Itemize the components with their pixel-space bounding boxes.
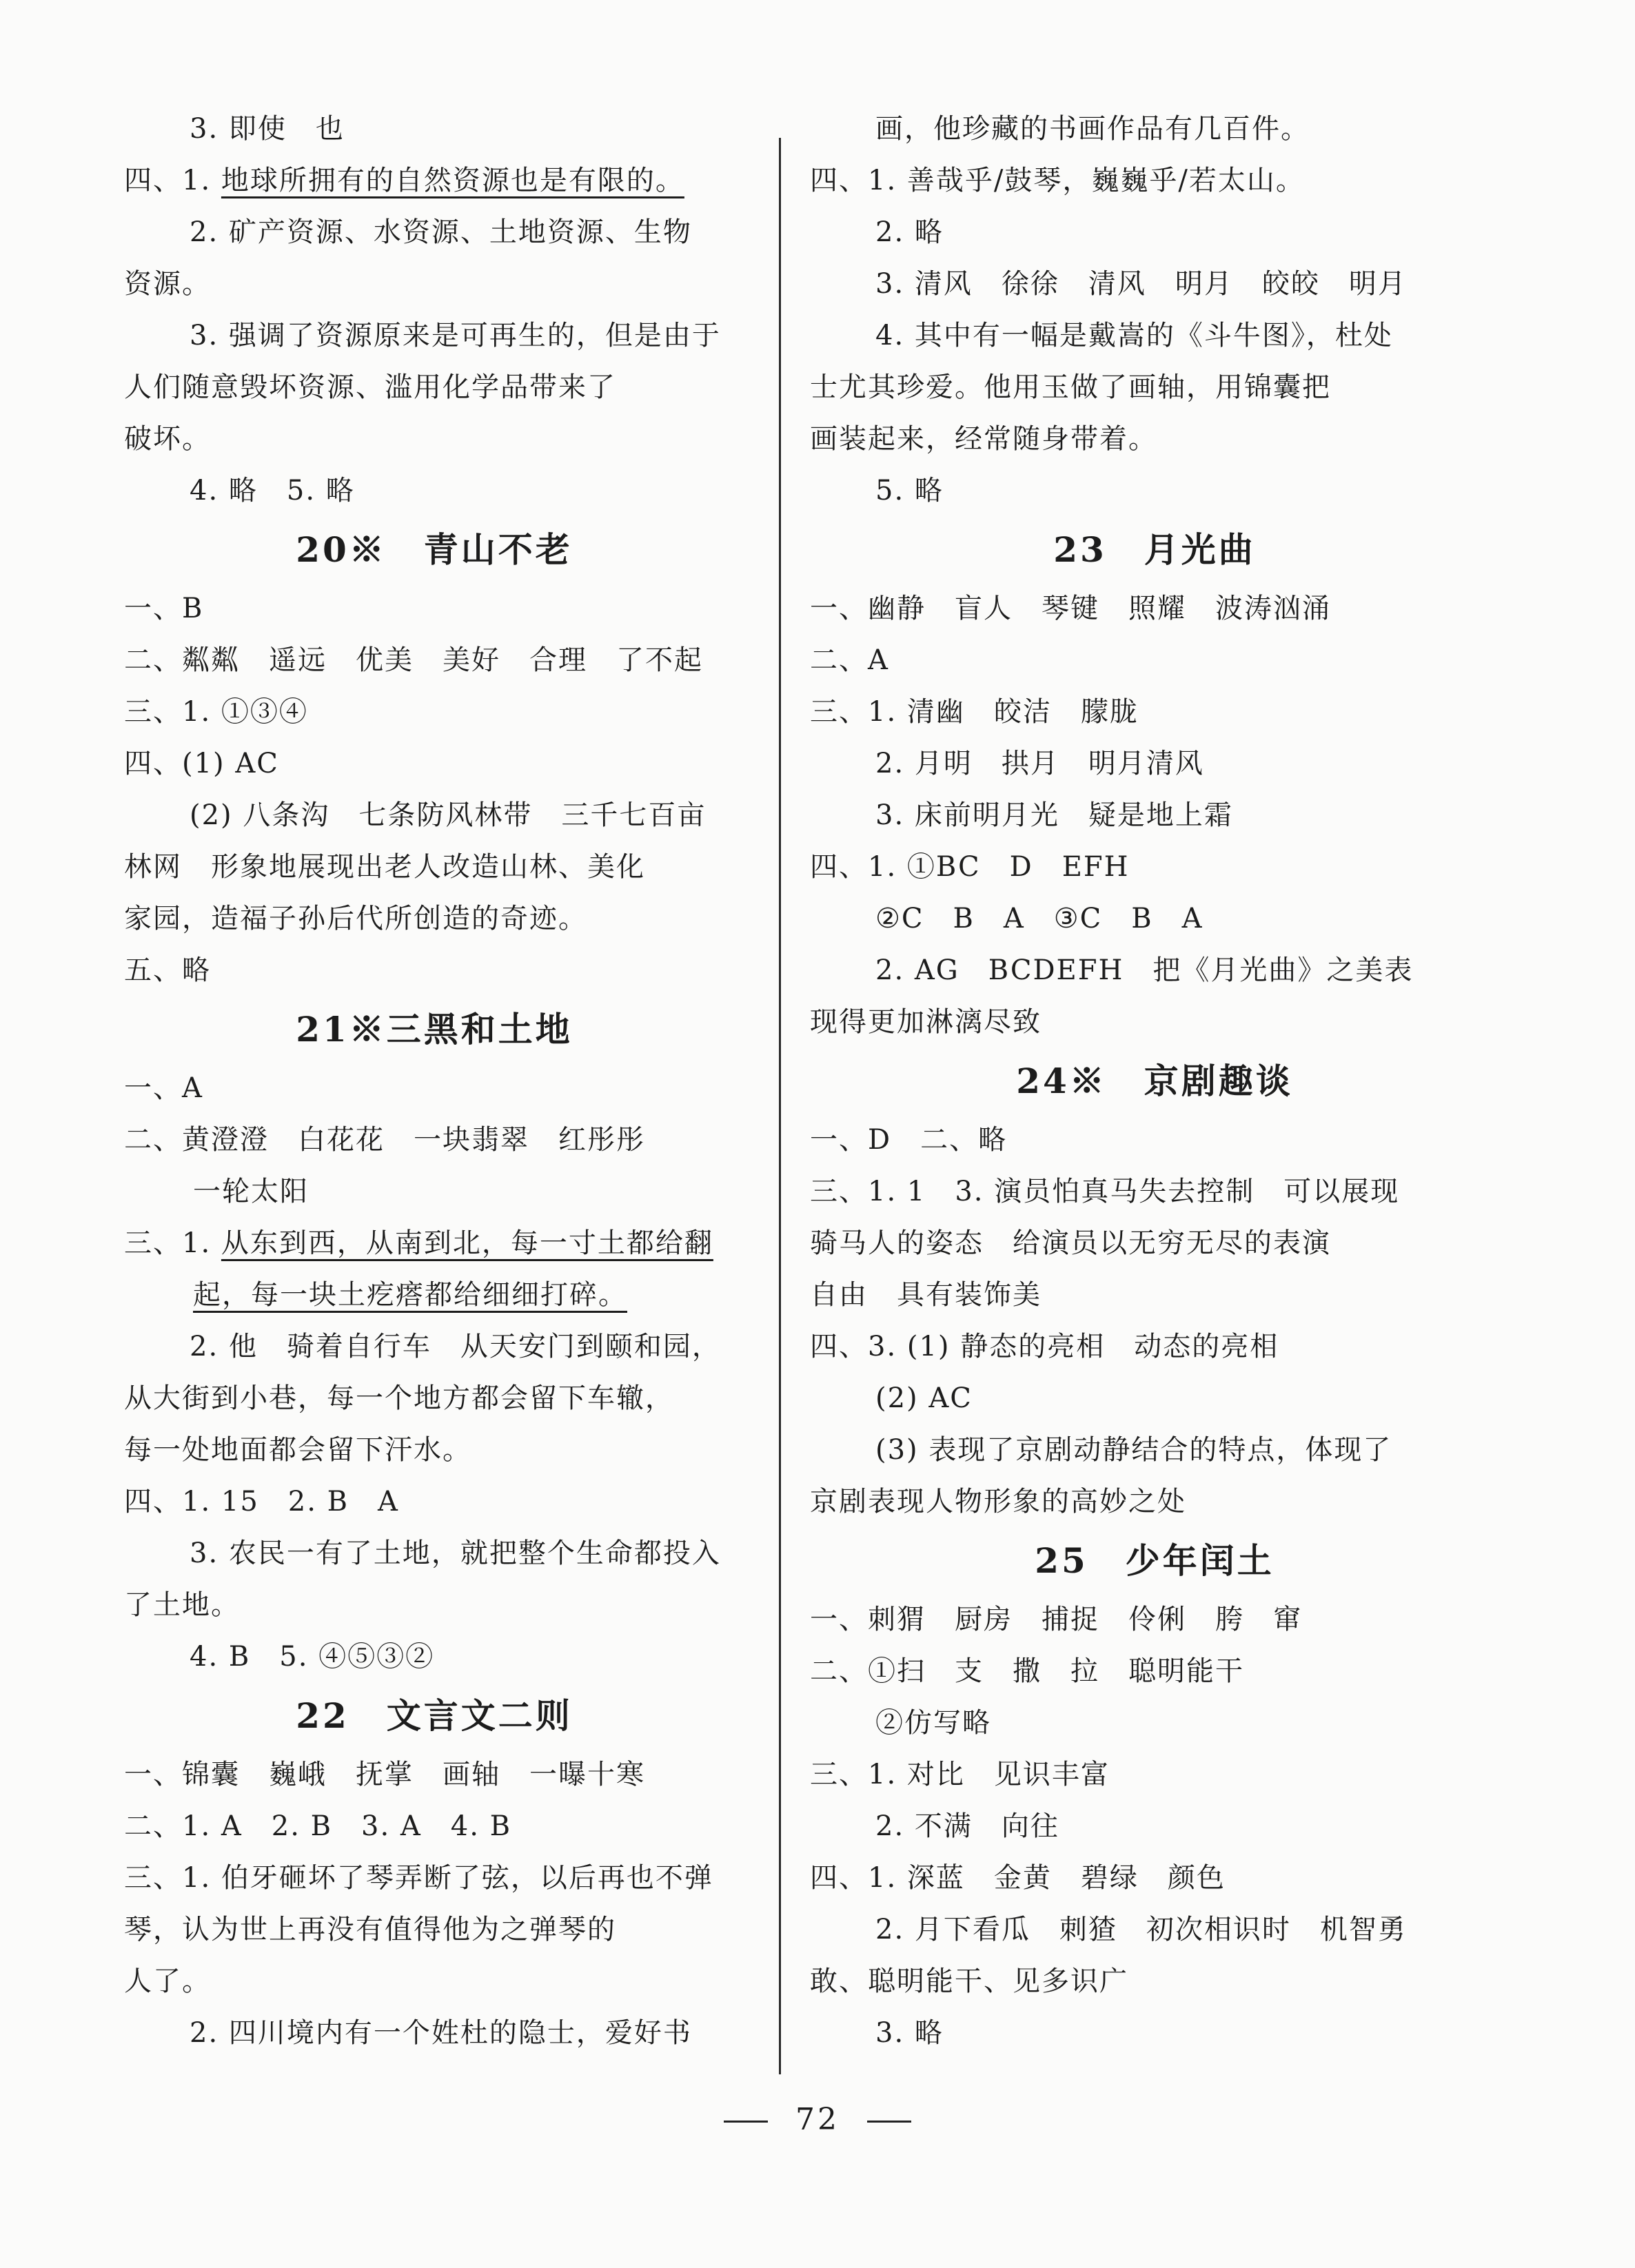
answer-text: 画，他珍藏的书画作品有几百件。	[875, 113, 1310, 145]
answer-line	[124, 2008, 744, 2059]
answer-text: 一轮太阳	[193, 1176, 309, 1207]
answer-line	[124, 1749, 744, 1801]
answer-text: 4. 其中有一幅是戴嵩的《斗牛图》，杜处	[875, 320, 1393, 351]
answer-text: 二、粼粼 遥远 优美 美好 合理 了不起	[124, 644, 703, 676]
answer-line	[810, 465, 1499, 517]
answer-line	[810, 258, 1499, 310]
answer-line	[124, 1424, 744, 1476]
answer-line	[124, 1476, 744, 1528]
answer-line	[810, 841, 1499, 893]
section-heading	[124, 997, 744, 1063]
section-heading	[810, 517, 1499, 583]
answer-line	[124, 686, 744, 738]
answer-text: 二、①扫 支 撒 拉 聪明能干	[810, 1655, 1244, 1687]
answer-text: 三、1. ①③④	[124, 696, 308, 728]
answer-line	[810, 790, 1499, 841]
answer-text: 4. 略 5. 略	[190, 475, 355, 507]
answer-text: 3. 农民一有了土地，就把整个生命都投入	[190, 1537, 721, 1569]
answer-line	[124, 738, 744, 790]
answer-text: 2. 月明 拱月 明月清风	[875, 748, 1204, 779]
answer-line	[810, 738, 1499, 790]
answer-line	[124, 841, 744, 893]
section-heading	[810, 1528, 1499, 1594]
answer-line	[124, 1631, 744, 1683]
answer-line	[124, 1528, 744, 1580]
answer-text: 林网 形象地展现出老人改造山林、美化	[124, 851, 645, 883]
answer-text: 破坏。	[124, 423, 211, 455]
answer-text: 京剧表现人物形象的高妙之处	[810, 1486, 1186, 1518]
answer-line	[124, 1956, 744, 2008]
answer-text: 2. 月下看瓜 刺猹 初次相识时 机智勇	[875, 1914, 1407, 1945]
answer-prefix: 三、1.	[124, 1227, 221, 1259]
answer-text: 自由 具有装饰美	[810, 1279, 1042, 1311]
answer-text: 一、刺猬 厨房 捕捉 伶俐 胯 窜	[810, 1604, 1302, 1635]
answer-line	[124, 1218, 744, 1269]
answer-line	[810, 1321, 1499, 1373]
answer-text: 资源。	[124, 268, 211, 300]
answer-line	[124, 893, 744, 945]
dash-right	[867, 2121, 911, 2123]
answer-text: 三、1. 伯牙砸坏了琴弄断了弦，以后再也不弹	[124, 1862, 713, 1894]
answer-text: 一、B	[124, 593, 204, 624]
answer-text: 四、1. ①BC D EFH	[810, 851, 1130, 883]
answer-line	[810, 1646, 1499, 1697]
answer-text: 从大街到小巷，每一个地方都会留下车辙，	[124, 1382, 674, 1414]
dash-left	[724, 2121, 768, 2123]
answer-text: 四、1. 深蓝 金黄 碧绿 颜色	[810, 1862, 1226, 1894]
answer-line	[810, 103, 1499, 155]
answer-text: 骑马人的姿态 给演员以无穷无尽的表演	[810, 1227, 1331, 1259]
answer-line	[810, 1801, 1499, 1852]
answer-text: 三、1. 1 3. 演员怕真马失去控制 可以展现	[810, 1176, 1400, 1207]
answer-text: 五、略	[124, 954, 211, 986]
answer-line	[810, 1697, 1499, 1749]
answer-line	[124, 465, 744, 517]
answer-line	[810, 686, 1499, 738]
answer-text: 家园，造福子孙后代所创造的奇迹。	[124, 903, 587, 934]
answer-text: 了土地。	[124, 1589, 240, 1621]
answer-text: 从东到西，从南到北，每一寸土都给翻	[221, 1227, 713, 1259]
answer-line	[810, 1476, 1499, 1528]
answer-text: 现得更加淋漓尽致	[810, 1006, 1042, 1038]
answer-text: 2. AG BCDEFH 把《月光曲》之美表	[875, 954, 1414, 986]
answer-line	[124, 1580, 744, 1631]
answer-text: 2. 他 骑着自行车 从天安门到颐和园，	[190, 1331, 721, 1362]
answer-line	[810, 1269, 1499, 1321]
answer-line	[124, 1373, 744, 1424]
answer-line	[810, 997, 1499, 1048]
section-title: 21※三黑和土地	[296, 1009, 573, 1050]
answer-line	[124, 155, 744, 207]
section-heading	[124, 1683, 744, 1749]
answer-text: (2) AC	[875, 1382, 973, 1414]
answer-line	[810, 1373, 1499, 1424]
answer-text: 二、黄澄澄 白花花 一块翡翠 红彤彤	[124, 1124, 645, 1156]
answer-text: 三、1. 对比 见识丰富	[810, 1759, 1110, 1790]
answer-line	[810, 2008, 1499, 2059]
answer-text: 3. 略	[875, 2017, 944, 2049]
section-title: 20※ 青山不老	[296, 529, 573, 570]
answer-line	[124, 413, 744, 465]
answer-line	[810, 1218, 1499, 1269]
answer-line	[810, 1749, 1499, 1801]
answer-line	[124, 1801, 744, 1852]
answer-line	[124, 635, 744, 686]
section-heading	[810, 1048, 1499, 1114]
section-title: 22 文言文二则	[296, 1695, 573, 1736]
answer-text: ②C B A ③C B A	[875, 903, 1204, 934]
answer-line	[124, 310, 744, 362]
answer-line	[810, 413, 1499, 465]
answer-line	[124, 103, 744, 155]
answer-line	[124, 1114, 744, 1166]
answer-text: 2. 四川境内有一个姓杜的隐士，爱好书	[190, 2017, 692, 2049]
answer-line	[810, 1904, 1499, 1956]
answer-line	[124, 1063, 744, 1114]
answer-text: (3) 表现了京剧动静结合的特点，体现了	[875, 1434, 1392, 1466]
answer-text: 3. 床前明月光 疑是地上霜	[875, 799, 1233, 831]
answer-line	[810, 1594, 1499, 1646]
answer-line	[124, 583, 744, 635]
answer-line	[810, 362, 1499, 413]
answer-text: 二、A	[810, 644, 889, 676]
answer-line	[124, 362, 744, 413]
answer-text: 5. 略	[875, 475, 944, 507]
answer-line	[810, 635, 1499, 686]
answer-text: 人了。	[124, 1965, 211, 1997]
answer-line	[124, 1904, 744, 1956]
answer-text: 三、1. 清幽 皎洁 朦胧	[810, 696, 1139, 728]
answer-text: 四、1. 15 2. B A	[124, 1486, 399, 1518]
answer-text: ②仿写略	[875, 1707, 991, 1739]
answer-text: 四、(1) AC	[124, 748, 279, 779]
page-number	[0, 2102, 1635, 2137]
section-heading	[124, 517, 744, 583]
answer-line	[810, 1956, 1499, 2008]
right-column	[810, 103, 1499, 2059]
section-title: 23 月光曲	[1053, 529, 1256, 570]
answer-line	[124, 790, 744, 841]
answer-text: 2. 不满 向往	[875, 1810, 1059, 1842]
answer-text: 琴，认为世上再没有值得他为之弹琴的	[124, 1914, 616, 1945]
answer-line	[124, 207, 744, 258]
answer-line	[810, 1166, 1499, 1218]
answer-line	[810, 1114, 1499, 1166]
left-column	[124, 103, 744, 2059]
answer-line	[810, 1424, 1499, 1476]
answer-text: 3. 强调了资源原来是可再生的，但是由于	[190, 320, 721, 351]
answer-text: 3. 清风 徐徐 清风 明月 皎皎 明月	[875, 268, 1407, 300]
answer-text: 士尤其珍爱。他用玉做了画轴，用锦囊把	[810, 371, 1331, 403]
answer-line	[124, 1852, 744, 1904]
answer-text: 一、D 二、略	[810, 1124, 1008, 1156]
answer-text: 二、1. A 2. B 3. A 4. B	[124, 1810, 512, 1842]
answer-text: 人们随意毁坏资源、滥用化学品带来了	[124, 371, 616, 403]
answer-text: 地球所拥有的自然资源也是有限的。	[221, 165, 684, 196]
answer-text: 四、3. (1) 静态的亮相 动态的亮相	[810, 1331, 1279, 1362]
section-title: 24※ 京剧趣谈	[1016, 1061, 1293, 1101]
answer-prefix: 四、1.	[124, 165, 221, 196]
answer-line	[124, 1321, 744, 1373]
answer-text: 3. 即使 也	[190, 113, 345, 145]
answer-line	[810, 583, 1499, 635]
answer-text: 一、锦囊 巍峨 抚掌 画轴 一曝十寒	[124, 1759, 645, 1790]
column-divider	[779, 138, 781, 2074]
answer-text: 2. 略	[875, 216, 944, 248]
answer-text: 一、幽静 盲人 琴键 照耀 波涛汹涌	[810, 593, 1331, 624]
answer-text: 起，每一块土疙瘩都给细细打碎。	[193, 1279, 627, 1311]
answer-text: 敢、聪明能干、见多识广	[810, 1965, 1128, 1997]
answer-line	[124, 1166, 744, 1218]
answer-line	[124, 945, 744, 997]
answer-line	[810, 1852, 1499, 1904]
answer-text: 每一处地面都会留下汗水。	[124, 1434, 471, 1466]
answer-text: (2) 八条沟 七条防风林带 三千七百亩	[190, 799, 707, 831]
page-number-text: 72	[795, 2102, 840, 2137]
answer-text: 4. B 5. ④⑤③②	[190, 1641, 435, 1673]
answer-line	[810, 893, 1499, 945]
answer-line	[810, 310, 1499, 362]
answer-text: 四、1. 善哉乎/鼓琴，巍巍乎/若太山。	[810, 165, 1305, 196]
answer-text: 一、A	[124, 1072, 203, 1104]
answer-line	[810, 945, 1499, 997]
answer-text: 画装起来，经常随身带着。	[810, 423, 1157, 455]
answer-line	[810, 155, 1499, 207]
answer-line	[124, 258, 744, 310]
answer-line	[124, 1269, 744, 1321]
section-title: 25 少年闰土	[1035, 1540, 1275, 1581]
answer-line	[810, 207, 1499, 258]
answer-text: 2. 矿产资源、水资源、土地资源、生物	[190, 216, 692, 248]
